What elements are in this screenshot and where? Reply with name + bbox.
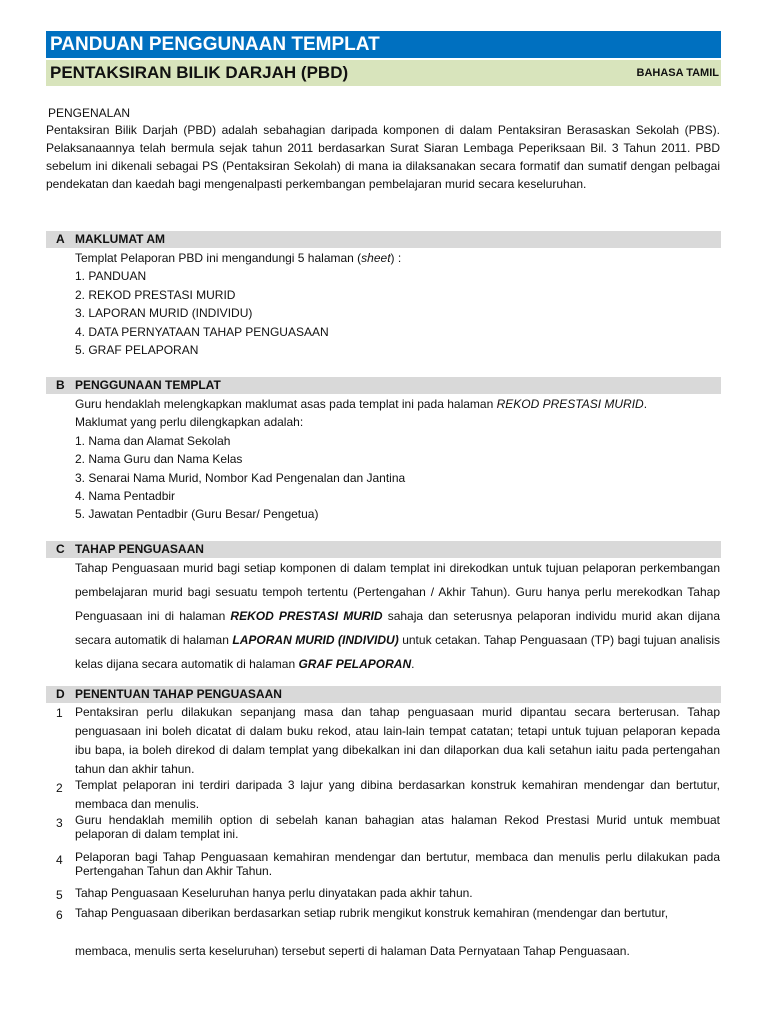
list-item: Tahap Penguasaan Keseluruhan hanya perlu dinyatakan pada akhir tahun.	[75, 886, 473, 900]
list-item: 4. DATA PERNYATAAN TAHAP PENGUASAAN	[75, 324, 329, 339]
section-title: PENENTUAN TAHAP PENGUASAAN	[75, 687, 282, 701]
section-b-header	[46, 377, 721, 394]
item-number: 3	[56, 816, 63, 830]
intro-heading: PENGENALAN	[48, 106, 131, 120]
list-item-continuation: membaca, menulis serta keseluruhan) tersebut seperti di halaman Data Pernyataan Tahap Penguasaan.	[75, 944, 630, 958]
section-title: PENGGUNAAN TEMPLAT	[75, 378, 221, 392]
document-title-text: PANDUAN PENGGUNAAN TEMPLAT	[50, 34, 380, 55]
list-item: 5. Jawatan Pentadbir (Guru Besar/ Pengetua)	[75, 507, 319, 522]
list-item: Templat pelaporan ini terdiri daripada 3 lajur yang dibina berdasarkan konstruk kemahiran mendengar dan bertutur, membaca dan menulis.	[75, 778, 720, 811]
section-title: MAKLUMAT AM	[75, 232, 165, 246]
section-b-line1: Guru hendaklah melengkapkan maklumat asas pada templat ini pada halaman REKOD PRESTASI MURID.	[75, 397, 648, 411]
section-b-line2: Maklumat yang perlu dilengkapkan adalah:	[75, 415, 304, 430]
list-item: 4. Nama Pentadbir	[75, 488, 176, 503]
list-item: 5. GRAF PELAPORAN	[75, 342, 199, 357]
section-d-header	[46, 686, 721, 703]
section-c-paragraph: Tahap Penguasaan murid bagi setiap komponen di dalam templat ini direkodkan untuk tujuan pelaporan perkembangan pembelajaran murid bagi sesuatu tempoh tertentu (Pertengahan / Akhir Tahun). Guru hanya perlu merekodkan Tahap Penguasaan ini di halaman REKOD PRESTASI MURID sahaja dan seterusnya pelaporan individu murid akan dijana secara automatik di halaman LAPORAN MURID (INDIVIDU) untuk cetakan. Tahap Penguasaan (TP) bagi tujuan analisis kelas dijana secara automatik di halaman GRAF PELAPORAN.	[75, 561, 721, 671]
item-number: 2	[56, 781, 63, 795]
section-letter: D	[56, 687, 65, 701]
list-item: Pentaksiran perlu dilakukan sepanjang masa dan tahap penguasaan murid dipantau secara berterusan. Tahap penguasaan ini boleh dicatat di dalam buku rekod, atau lain-lain tempat catatan; tetapi untuk tujuan pelaporan kepada ibu bapa, ia boleh direkod di dalam templat yang dibekalkan ini dan dilaporkan dua kali setahun iaitu pada pertengahan tahun dan akhir tahun.	[75, 705, 720, 776]
list-item: 3. LAPORAN MURID (INDIVIDU)	[75, 306, 253, 321]
list-item: 1. Nama dan Alamat Sekolah	[75, 433, 231, 448]
section-title: TAHAP PENGUASAAN	[75, 542, 204, 556]
section-a-header	[46, 231, 721, 248]
document-subtitle	[46, 60, 721, 86]
section-letter: C	[56, 542, 65, 556]
item-number: 6	[56, 908, 63, 922]
document-title	[46, 31, 721, 58]
section-b-list	[75, 395, 647, 524]
list-item: 2. Nama Guru dan Nama Kelas	[75, 452, 243, 467]
list-item: Pelaporan bagi Tahap Penguasaan kemahiran mendengar dan bertutur, membaca dan menulis perlu dilakukan pada Pertengahan Tahun dan Akhir Tahun.	[75, 850, 720, 878]
item-number: 5	[56, 888, 63, 902]
section-letter: B	[56, 378, 65, 392]
section-a-list	[75, 249, 401, 359]
list-item: Tahap Penguasaan diberikan berdasarkan setiap rubrik mengikut konstruk kemahiran (mendengar dan bertutur,	[75, 906, 669, 920]
language-label: BAHASA TAMIL	[636, 67, 719, 79]
intro-body: Pentaksiran Bilik Darjah (PBD) adalah sebahagian daripada komponen di dalam Pentaksiran Berasaskan Sekolah (PBS). Pelaksanaannya telah bermula sejak tahun 2011 berdasarkan Surat Siaran Lembaga Peperiksaan Bil. 3 Tahun 2011. PBD sebelum ini dikenali sebagai PS (Pentaksiran Sekolah) di mana ia dilaksanakan secara formatif dan sumatif dengan pelbagai pendekatan dan kaedah bagi mengenalpasti perkembangan pembelajaran murid secara keseluruhan.	[46, 123, 720, 191]
list-item: 2. REKOD PRESTASI MURID	[75, 287, 236, 302]
section-a-intro: Templat Pelaporan PBD ini mengandungi 5 halaman (sheet) :	[75, 251, 402, 265]
list-item: Guru hendaklah memilih option di sebelah kanan bahagian atas halaman Rekod Prestasi Murid untuk membuat pelaporan di dalam templat ini.	[75, 813, 720, 841]
item-number: 4	[56, 853, 63, 867]
item-number: 1	[56, 706, 63, 720]
list-item: 1. PANDUAN	[75, 269, 147, 284]
document-subtitle-text: PENTAKSIRAN BILIK DARJAH (PBD)	[50, 63, 349, 82]
list-item: 3. Senarai Nama Murid, Nombor Kad Pengenalan dan Jantina	[75, 470, 406, 485]
section-letter: A	[56, 232, 65, 246]
